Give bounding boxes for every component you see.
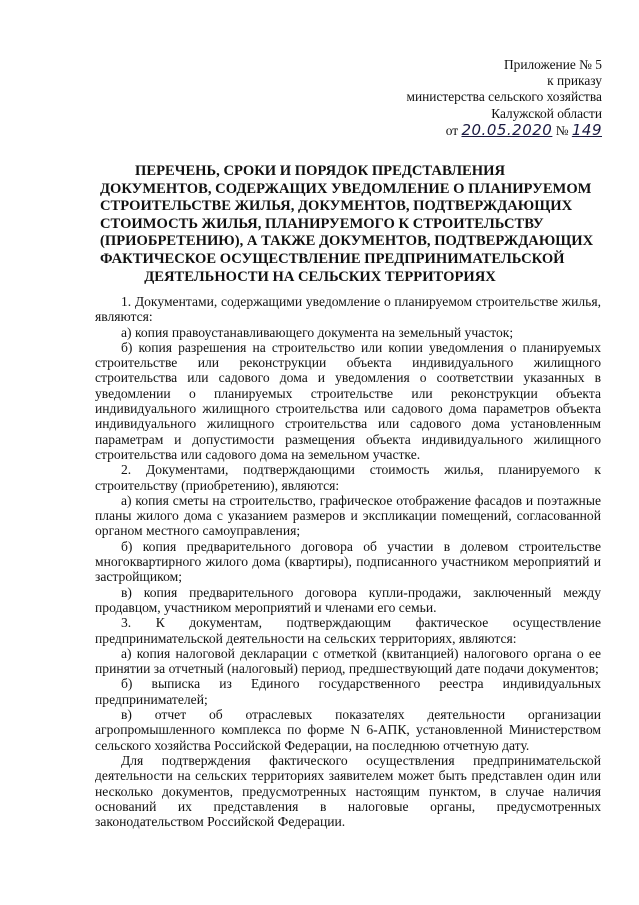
- title-line: ДЕЯТЕЛЬНОСТИ НА СЕЛЬСКИХ ТЕРРИТОРИЯХ: [144, 268, 496, 285]
- title-line: ДОКУМЕНТОВ, СОДЕРЖАЩИХ УВЕДОМЛЕНИЕ О ПЛАНИРУЕМОМ: [100, 180, 592, 197]
- title-line: ФАКТИЧЕСКОЕ ОСУЩЕСТВЛЕНИЕ ПРЕДПРИНИМАТЕЛЬСКОЙ: [100, 250, 565, 267]
- section-2-item-c: в) копия предварительного договора купли-продажи, заключенный между продавцом, участником мероприятий и членами его семьи.: [95, 584, 601, 615]
- appendix-number: Приложение № 5: [503, 57, 602, 72]
- section-3-item-b: б) выписка из Единого государственного реестра индивидуальных предпринимателей;: [95, 676, 601, 707]
- region-name: Калужской области: [491, 105, 602, 121]
- section-3-item-c: в) отчет об отраслевых показателях деятельности организации агропромышленного комплекса по форме N 6-АПК, установленной Министерством сельского хозяйства Российской Федерации, на последнюю отчетную дату.: [95, 707, 601, 753]
- order-date-line: [352, 122, 602, 139]
- section-3-heading: 3. К документам, подтверждающим фактическое осуществление предпринимательской деятельности на сельских территориях, являются:: [95, 615, 601, 646]
- order-reference: к приказу: [547, 73, 602, 89]
- title-line: (ПРИОБРЕТЕНИЮ), А ТАКЖЕ ДОКУМЕНТОВ, ПОДТВЕРЖДАЮЩИХ: [100, 233, 594, 250]
- section-3-item-a: а) копия налоговой декларации с отметкой (квитанцией) налогового органа о ее принятии за отчетный (налоговый) период, предшествующий дате подачи документов;: [95, 645, 601, 677]
- ministry-name: министерства сельского хозяйства: [406, 89, 602, 105]
- handwritten-date: 20.05.2020: [461, 120, 553, 139]
- date-prefix: от: [445, 122, 459, 138]
- section-3-note: Для подтверждения фактического осуществления предпринимательской деятельности на сельских территориях заявителем может быть представлен один или несколько документов, предусмотренных настоящим пунктом, в случае наличия оснований их представления в налоговые органы, предусмотренных законодательством Российской Федерации.: [95, 752, 601, 830]
- number-prefix: №: [555, 122, 569, 138]
- title-line: СТОИМОСТЬ ЖИЛЬЯ, ПЛАНИРУЕМОГО К СТРОИТЕЛЬСТВУ: [100, 215, 544, 232]
- title-line: СТРОИТЕЛЬСТВЕ ЖИЛЬЯ, ДОКУМЕНТОВ, ПОДТВЕРЖДАЮЩИХ: [100, 198, 573, 215]
- section-2-item-a: а) копия сметы на строительство, графическое отображение фасадов и поэтажные планы жилого дома с указанием размеров и экспликации помещений, согласованной органом местного самоуправления;: [95, 492, 601, 539]
- section-2-heading: 2. Документами, подтверждающими стоимость жилья, планируемого к строительству (приобретению), являются:: [95, 462, 601, 493]
- appendix-header: [352, 57, 602, 139]
- title-line: ПЕРЕЧЕНЬ, СРОКИ И ПОРЯДОК ПРЕДСТАВЛЕНИЯ: [135, 163, 505, 179]
- section-2-item-b: б) копия предварительного договора об участии в долевом строительстве многоквартирного жилого дома (квартиры), подписанного участником мероприятий и застройщиком;: [95, 538, 601, 585]
- handwritten-number: 149: [571, 120, 602, 139]
- section-1-item-b: б) копия разрешения на строительство или копии уведомления о планируемых строительстве или реконструкции объекта индивидуального жилищного строительства или садового дома и уведомления о соответствии указанных в уведомлении о планируемых строительстве или реконструкции объекта индивидуального жилищного строительства или садового дома параметров объекта индивидуального жилищного строительства или садового дома установленным параметрам и допустимости размещения объекта индивидуального жилищного строительства или садового дома на земельном участке.: [95, 339, 601, 462]
- document-title: [100, 163, 594, 286]
- section-1-item-a: а) копия правоустанавливающего документа на земельный участок;: [121, 324, 514, 340]
- document-body: [95, 294, 601, 829]
- section-1-heading: 1. Документами, содержащими уведомление о планируемом строительстве жилья, являются:: [95, 294, 601, 325]
